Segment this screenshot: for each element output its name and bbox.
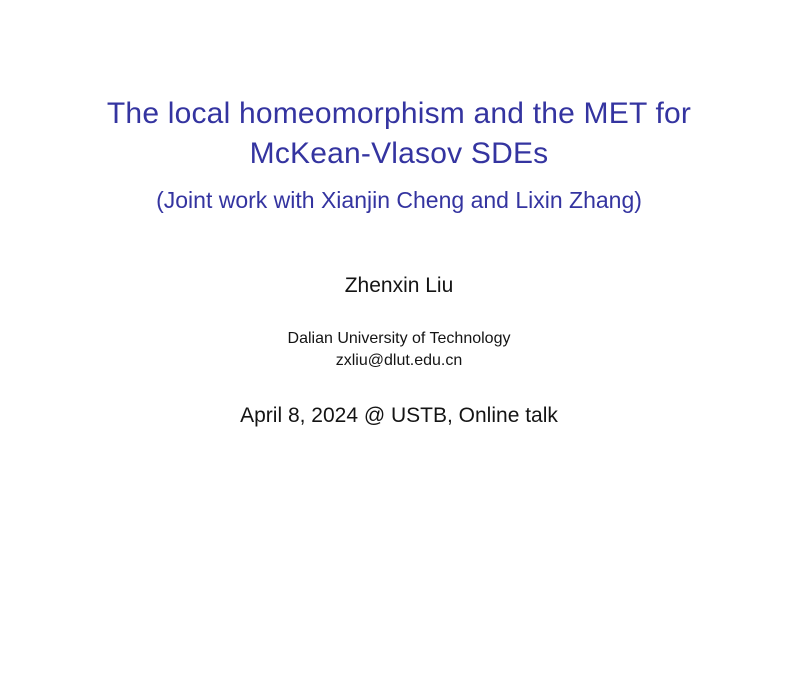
author-email: zxliu@dlut.edu.cn <box>335 352 463 369</box>
slide-title <box>0 94 798 174</box>
author-name: Zhenxin Liu <box>344 274 454 297</box>
title-slide <box>0 94 798 678</box>
slide-subtitle-joint-work: (Joint work with Xianjin Cheng and Lixin Zhang) <box>156 187 642 213</box>
date-venue-line: April 8, 2024 @ USTB, Online talk <box>240 404 558 427</box>
slide-title-line1: The local homeomorphism and the MET for <box>106 97 692 130</box>
institute-name: Dalian University of Technology <box>287 330 511 347</box>
slide-title-line2: McKean-Vlasov SDEs <box>249 137 549 170</box>
